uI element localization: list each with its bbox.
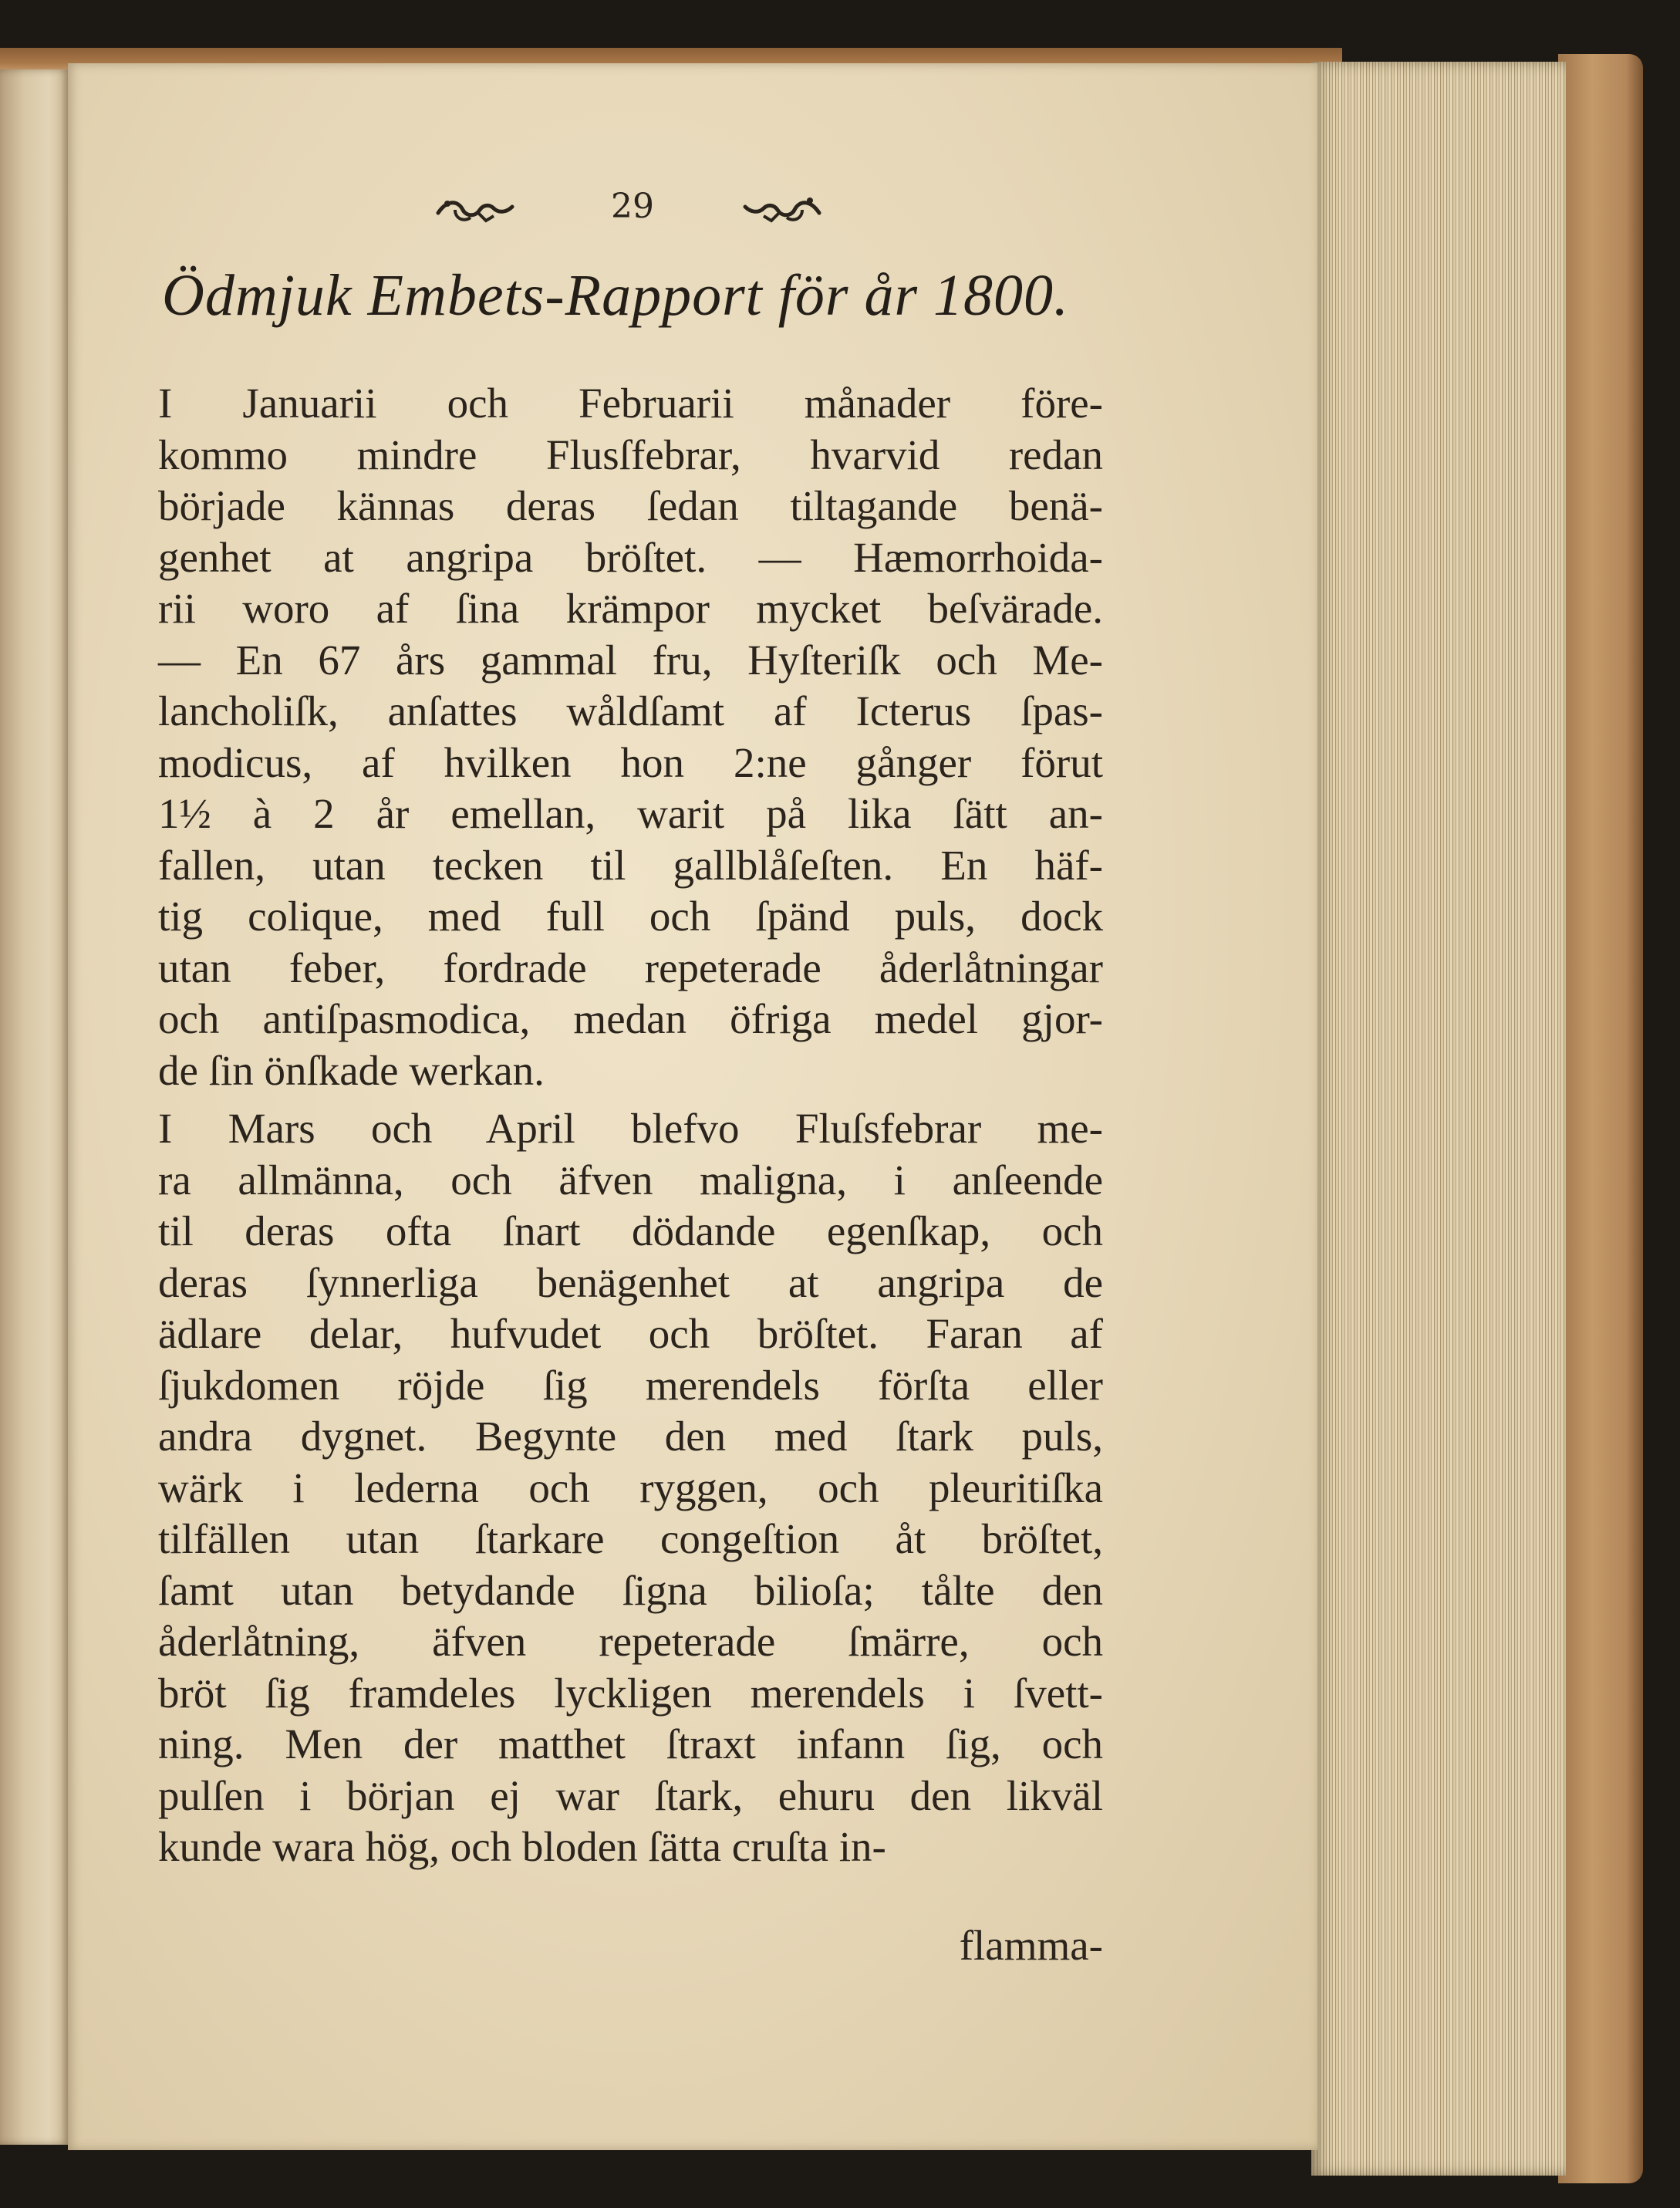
text-line: ädlare delar, hufvudet och bröſtet. Faran af [158,1310,1103,1357]
text-line: 1½ à 2 år emellan, warit på lika ſätt an- [158,790,1103,837]
fleuron-right-icon [740,190,825,228]
text-line: andra dygnet. Begynte den med ſtark puls, [158,1413,1103,1460]
text-line: åderlåtning, äfven repeterade ſmärre, och [158,1618,1103,1665]
text-line: genhet at angripa bröſtet. — Hæmorrhoida- [158,533,1103,581]
text-line: ning. Men der matthet ſtraxt infann ſig, och [158,1720,1103,1767]
text-line: ſjukdomen röjde ſig merendels förſta eller [158,1361,1103,1409]
text-line: I Mars och April blefvo Fluſsfebrar me- [158,1105,1103,1152]
text-line: började kännas deras ſedan tiltagande benä- [158,482,1103,529]
text-line: tig colique, med full och ſpänd puls, dock [158,893,1103,940]
text-line: kommo mindre Flusſfebrar, hvarvid redan [158,430,1103,478]
book-cover-edge [1558,54,1643,2183]
text-line: ſamt utan betydande ſigna bilioſa; tålte den [158,1566,1103,1614]
catchword: flamma- [959,1922,1103,1969]
running-head [432,185,833,239]
text-line: kunde wara hög, och bloden ſätta cruſta in- [158,1823,886,1870]
report-title: Ödmjuk Embets-Rapport för år 1800. [162,263,1070,328]
page-fore-edge [1311,62,1566,2176]
text-line: och antiſpasmodica, medan öfriga medel gjor- [158,995,1103,1042]
text-line: — En 67 års gammal fru, Hyſteriſk och Me- [158,636,1103,684]
fleuron-left-icon [432,190,517,228]
paragraph-january-february [158,378,1103,1096]
text-line: de ſin önſkade werkan. [158,1046,545,1094]
text-line: rii woro af ſina krämpor mycket beſvärade. [158,585,1103,632]
page-number: 29 [611,187,654,226]
text-line: modicus, af hvilken hon 2:ne gånger förut [158,738,1103,786]
facing-page-edge [0,69,69,2145]
text-line: til deras ofta ſnart dödande egenſkap, och [158,1207,1103,1254]
text-line: wärk i lederna och ryggen, och pleuritiſka [158,1464,1103,1511]
text-line: utan feber, fordrade repeterade åderlåtningar [158,944,1103,991]
text-line: ra allmänna, och äfven maligna, i anſeende [158,1156,1103,1204]
text-line: pulſen i början ej war ſtark, ehuru den likväl [158,1771,1103,1819]
text-line: lancholiſk, anſattes wåldſamt af Icterus ſpas- [158,687,1103,734]
text-line: bröt ſig framdeles lyckligen merendels i ſvett- [158,1669,1103,1717]
text-line: fallen, utan tecken til gallblåſeſten. En häf- [158,841,1103,889]
paragraph-march-april [158,1103,1103,1873]
text-line: I Januarii och Februarii månader före- [158,380,1103,427]
text-line: tilfällen utan ſtarkare congeſtion åt bröſtet, [158,1515,1103,1562]
text-line: deras ſynnerliga benägenhet at angripa de [158,1258,1103,1306]
